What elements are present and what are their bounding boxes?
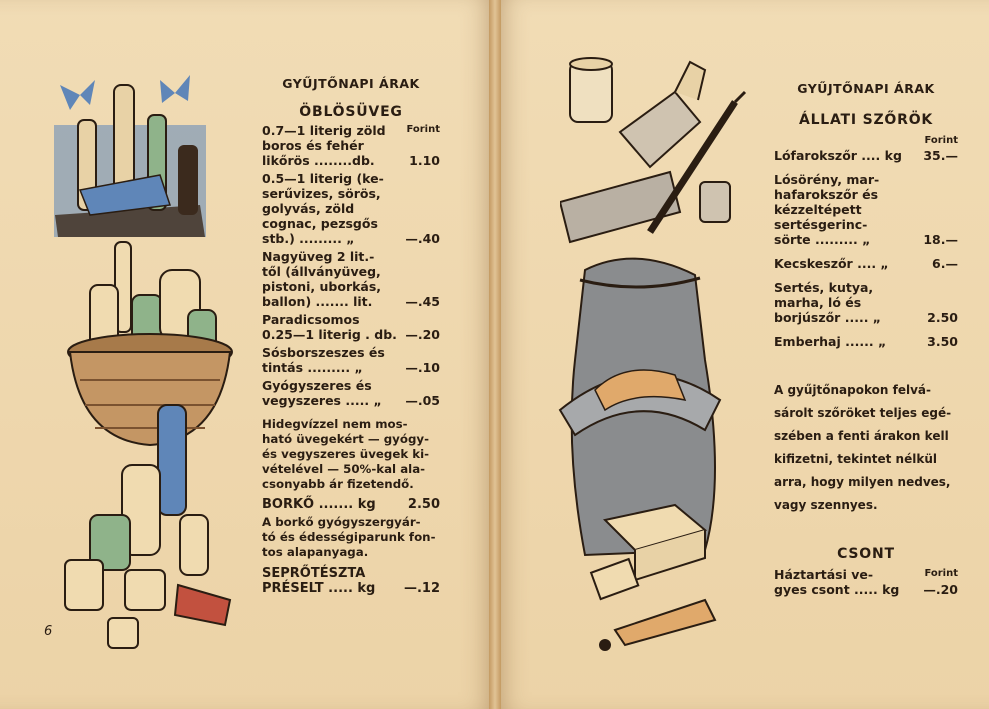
price-item-label: Nagyüveg 2 lit.- től (állványüveg, pistoni, uborkás, ballon) ....... lit. xyxy=(262,249,382,309)
right-heading: GYŰJTŐNAPI ÁRAK xyxy=(797,81,935,96)
price-item xyxy=(774,334,958,349)
price-item-value: 1.10 xyxy=(409,153,440,168)
right-text-column xyxy=(774,81,958,597)
price-item-label: Emberhaj ...... „ xyxy=(774,334,887,349)
seprotészta-label: SEPRŐTÉSZTA PRÉSELT ..... kg xyxy=(262,566,376,596)
seprotészta-price: —.12 xyxy=(403,581,440,596)
section-title-allati-szorok: ÁLLATI SZŐRÖK xyxy=(798,112,934,128)
sack-illustration xyxy=(555,250,730,660)
price-item-label: Gyógyszeres és vegyszeres ..... „ xyxy=(262,378,382,408)
price-item-label: Kecskeszőr .... „ xyxy=(774,256,889,271)
right-unit-label: Forint xyxy=(924,135,958,146)
price-item xyxy=(262,345,440,375)
left-text-column xyxy=(262,76,440,596)
seprotészta-item xyxy=(262,566,440,596)
borko-label: BORKŐ ....... kg xyxy=(262,497,376,512)
price-item-label: 0.7—1 literig zöld boros és fehér likőrös ........db. xyxy=(262,123,386,168)
right-note: A gyűjtőnapokon felvá- sárolt szőröket teljes egé- szében a fenti árakon kell kifizetni, tekintet nélkül arra, hogy milyen nedves, vagy szennyes. xyxy=(774,383,952,512)
price-item-value: —.10 xyxy=(405,360,440,375)
price-item-value: —.05 xyxy=(405,393,440,408)
price-item-value: 2.50 xyxy=(927,310,958,325)
page-number: 6 xyxy=(44,624,53,639)
left-unit-label: Forint xyxy=(406,124,440,135)
price-item-label: Lófarokszőr .... kg xyxy=(774,148,902,163)
price-item xyxy=(774,148,958,163)
bottles-crate-illustration xyxy=(50,65,210,240)
price-item xyxy=(262,378,440,408)
price-item-value: 35.— xyxy=(923,148,958,163)
price-item-value: —.40 xyxy=(405,231,440,246)
price-item-value: —.45 xyxy=(405,294,440,309)
price-item-label: Paradicsomos 0.25—1 literig . db. xyxy=(262,312,397,342)
price-item xyxy=(262,312,440,342)
left-heading: GYŰJTŐNAPI ÁRAK xyxy=(282,76,420,91)
gutter xyxy=(489,0,501,709)
brushes-illustration xyxy=(560,52,760,247)
price-item xyxy=(774,172,958,247)
basket-bottles-illustration xyxy=(60,240,240,660)
csont-label: Háztartási ve- gyes csont ..... kg xyxy=(774,567,900,597)
csont-item xyxy=(774,567,958,597)
price-item-value: 3.50 xyxy=(927,334,958,349)
price-item-label: 0.5—1 literig (ke- serűvizes, sörös, golyvás, zöld cognac, pezsgős stb.) ......... „ xyxy=(262,171,384,246)
section-title-csont: CSONT xyxy=(837,546,895,562)
price-item xyxy=(262,171,440,246)
borko-price: 2.50 xyxy=(407,497,440,512)
borko-note: A borkő gyógyszergyár- tó és édességiparunk fon- tos alapanyaga. xyxy=(262,515,436,559)
csont-unit-label: Forint xyxy=(924,568,958,579)
price-item xyxy=(774,256,958,271)
section-title-oblosuveg: ÖBLÖSÜVEG xyxy=(299,104,403,120)
price-item-value: 6.— xyxy=(932,256,958,271)
borko-item xyxy=(262,497,440,512)
price-item-value: —.20 xyxy=(405,327,440,342)
price-item-label: Sósborszeszes és tintás ......... „ xyxy=(262,345,385,375)
price-item xyxy=(774,280,958,325)
price-item-label: Sertés, kutya, marha, ló és borjúszőr ..... „ xyxy=(774,280,882,325)
price-item-value: 18.— xyxy=(923,232,958,247)
price-item xyxy=(262,249,440,309)
price-item-label: Lósörény, mar- hafarokszőr és kézzeltépett sertésgerinc- sörte ......... „ xyxy=(774,172,880,247)
csont-price: —.20 xyxy=(923,582,958,597)
price-item xyxy=(262,123,440,168)
left-note: Hidegvízzel nem mos- ható üvegekért — gyógy- és vegyszeres üvegek ki- vételével — 50%-kal ala- csonyabb ár fizetendő. xyxy=(262,417,430,491)
